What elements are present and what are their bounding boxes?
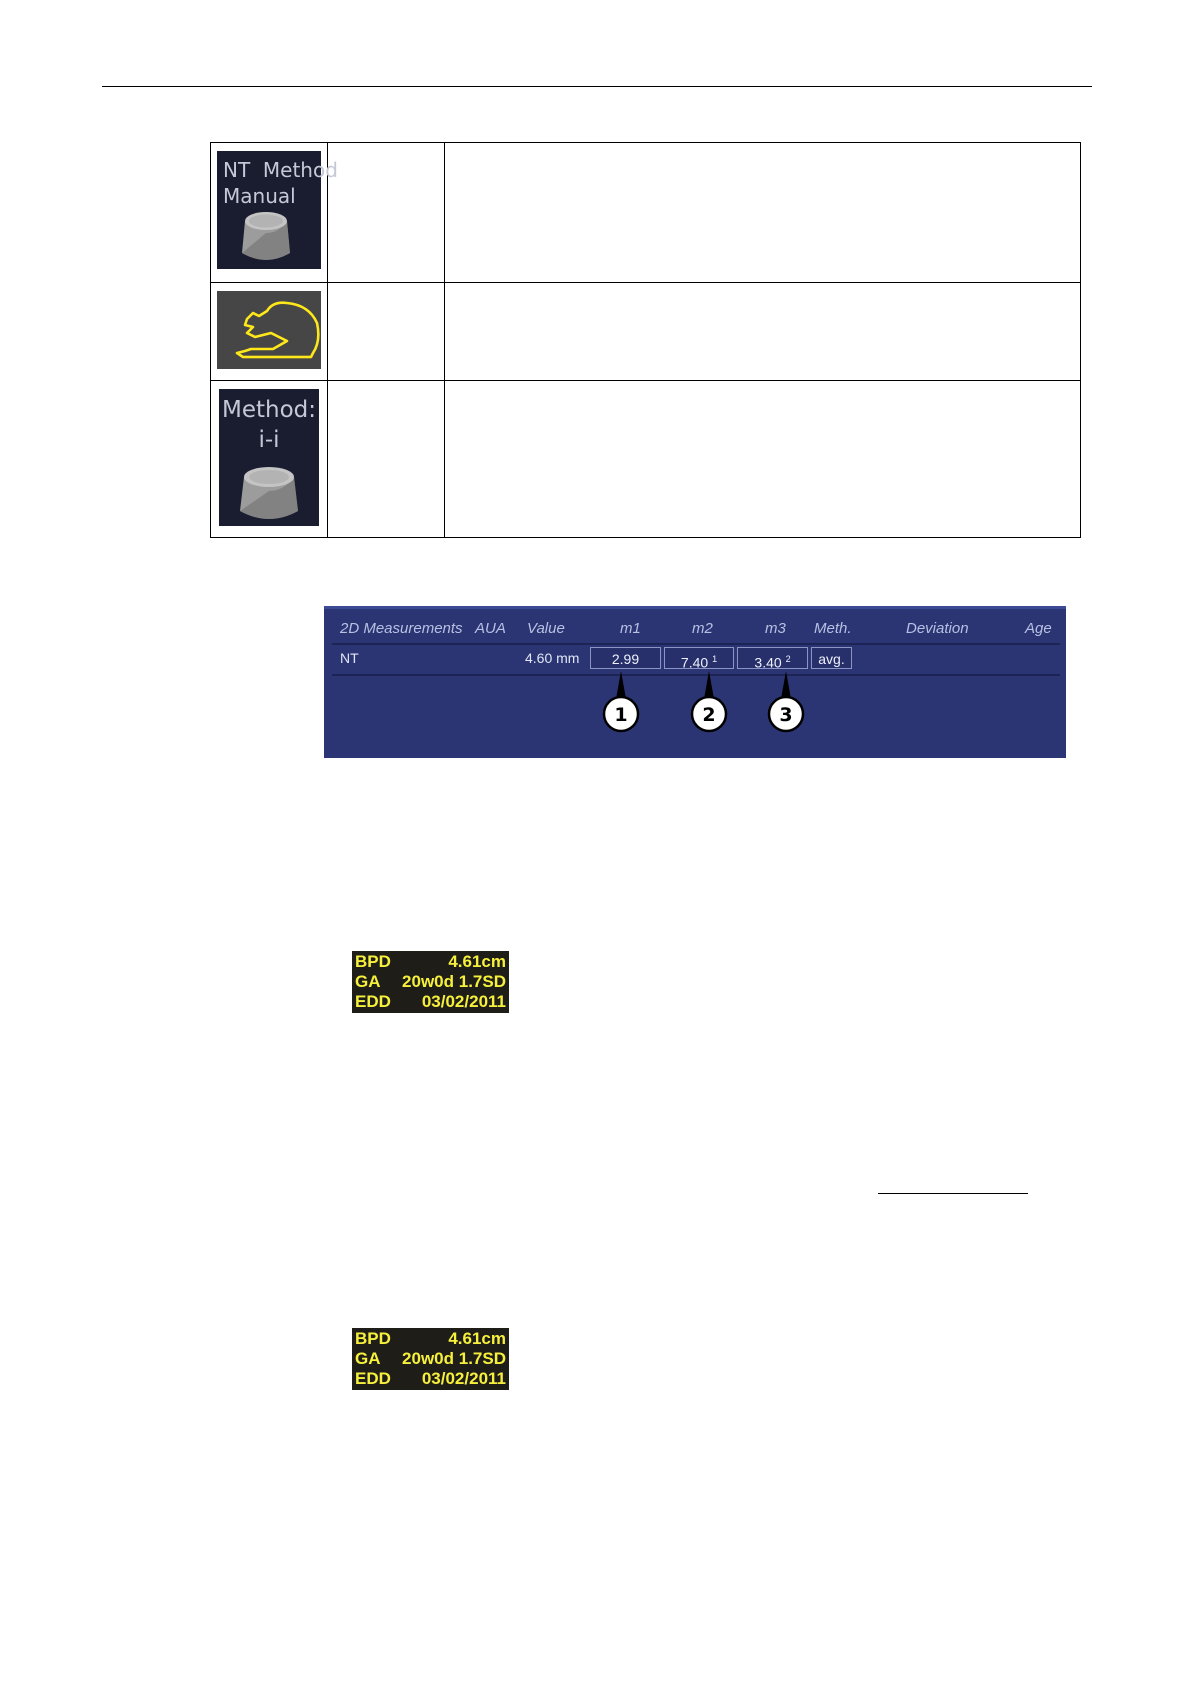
method-ii-knob-image xyxy=(219,389,319,526)
m2-value: 7.40 xyxy=(680,654,709,671)
measurement-panel xyxy=(324,606,1066,758)
table-cell-description xyxy=(445,143,1081,283)
callout-1 xyxy=(604,671,638,731)
bpd-row xyxy=(355,952,506,972)
table-cell-title xyxy=(328,143,445,283)
table-row xyxy=(211,283,1081,381)
header-section: 2D Measurements xyxy=(340,620,463,637)
m3-superscript: 2 xyxy=(785,654,791,664)
bpd-result-box xyxy=(352,1328,509,1390)
ga-label: GA xyxy=(355,1349,381,1368)
edd-label: EDD xyxy=(355,1369,391,1388)
table-cell-title xyxy=(328,283,445,381)
rotary-knob-icon xyxy=(237,461,301,523)
header-value: Value xyxy=(527,620,565,637)
callout-number: 1 xyxy=(614,704,628,726)
header-aua: AUA xyxy=(475,620,506,637)
edd-value: 03/02/2011 xyxy=(421,992,506,1011)
method-value: avg. xyxy=(818,651,845,667)
callout-number: 3 xyxy=(779,704,793,726)
table-row xyxy=(211,143,1081,283)
m2-superscript: 1 xyxy=(712,654,718,664)
table-cell-image xyxy=(211,283,328,381)
measurement-label: NT xyxy=(340,650,359,666)
table-cell-image xyxy=(211,381,328,538)
bpd-value: 4.61cm xyxy=(448,1329,506,1348)
ga-value: 20w0d 1.7SD xyxy=(402,972,506,991)
knob-label: NT Method Manual xyxy=(223,158,338,208)
link-underline xyxy=(878,1193,1028,1194)
bpd-label: BPD xyxy=(355,952,391,971)
table-cell-image xyxy=(211,143,338,283)
callout-number: 2 xyxy=(702,704,716,726)
rotary-knob-icon xyxy=(239,207,293,263)
bpd-result-box xyxy=(352,951,509,1013)
header-m2: m2 xyxy=(692,620,713,637)
page-header-rule xyxy=(102,86,1092,87)
fetal-profile-icon-tile xyxy=(217,291,321,369)
edd-row xyxy=(355,1369,506,1389)
knob-description-table xyxy=(210,142,1081,538)
nt-method-knob-image xyxy=(217,151,338,269)
table-cell-description xyxy=(445,283,1081,381)
m3-value: 3.40 xyxy=(754,654,782,671)
edd-value: 03/02/2011 xyxy=(421,1369,506,1388)
knob-label: Method: i-i xyxy=(221,397,316,453)
bpd-value: 4.61cm xyxy=(448,952,506,971)
table-row xyxy=(211,381,1081,538)
header-age: Age xyxy=(1025,620,1052,637)
ga-value: 20w0d 1.7SD xyxy=(402,1349,506,1368)
edd-row xyxy=(355,992,506,1012)
header-method: Meth. xyxy=(814,620,852,637)
ga-row xyxy=(355,1349,506,1369)
callout-markers xyxy=(324,606,1066,758)
table-cell-title xyxy=(328,381,445,538)
header-m1: m1 xyxy=(620,620,641,637)
table-cell-description xyxy=(445,381,1081,538)
callout-3 xyxy=(769,671,803,731)
m1-value: 2.99 xyxy=(611,651,640,667)
callout-2 xyxy=(692,671,726,731)
bpd-label: BPD xyxy=(355,1329,391,1348)
fetal-profile-icon xyxy=(217,291,321,369)
header-m3: m3 xyxy=(765,620,786,637)
edd-label: EDD xyxy=(355,992,391,1011)
ga-label: GA xyxy=(355,972,381,991)
ga-row xyxy=(355,972,506,992)
measurement-value: 4.60 mm xyxy=(525,650,580,666)
bpd-row xyxy=(355,1329,506,1349)
header-deviation: Deviation xyxy=(906,620,969,637)
